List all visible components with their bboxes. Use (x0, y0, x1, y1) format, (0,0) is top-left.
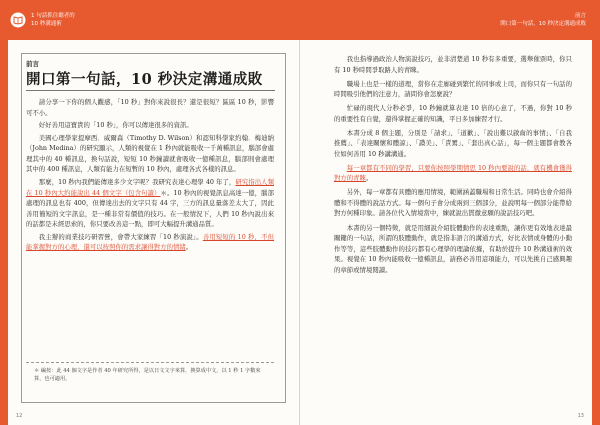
right-page (300, 40, 592, 425)
paragraph (334, 79, 572, 100)
body-text: 忙碌的現代人分秒必爭，10 秒鐘就算表達 10 倍的心意了，不過，你對 10 秒的重要性有自覺，還得掌握正確的知識，平日多加練習才行。 (334, 104, 572, 123)
body-text: 好好善用這寶貴的「10 秒」，你可以傳達很多的資訊。 (38, 121, 193, 130)
highlighted-text: 研究指出人類在 10 秒內大約能說出 44 個文字（包含句讀） (26, 178, 274, 197)
book-icon (10, 12, 26, 28)
chapter-title-header: 開口第一句話，10 秒決定溝通成敗 (500, 20, 586, 27)
body-text: 另外，每一章都有具體的應用情境，範圍涵蓋職場和日常生活。同時也會介紹得體和不得體的說話方式。每一個句子會分成兩到三個部分，並說明每一個部分能帶給對方何種印象。請各位代入情境當中，練就說出貫徹意願的說話技巧吧。 (334, 188, 572, 218)
top-banner (0, 0, 600, 40)
paragraph (26, 232, 274, 253)
title-divider (26, 90, 275, 91)
left-body-text (26, 97, 274, 255)
chapter-label: 前言 (574, 13, 586, 19)
running-header-right (500, 13, 586, 28)
footnote: ＊ 編按：此 44 個文字是作者 40 年研究所得，是以日文文字來算，換算成中文，以 1 秒 1 字數來算，也可適用。 (34, 368, 261, 382)
paragraph (26, 97, 274, 118)
page-number-left: 12 (16, 413, 23, 419)
body-text: 請分享一下你的個人觀感，「10 秒」對你來說很長？還是很短？區區 10 秒，影響可不小。 (26, 98, 274, 117)
book-title-line1: 1 句話抓住聽者的 (31, 13, 75, 19)
body-text: 。 (365, 174, 373, 183)
body-text: 。 (185, 243, 193, 252)
body-text: 職場上也是一樣的道理，當你在走廊碰到繁忙的同事或上司，而你只有一句話的時間吸引他們的注意力，請問你會怎麼說？ (334, 79, 572, 99)
paragraph (26, 120, 274, 131)
body-text: 我也指導過政治人物演說技巧，並非清楚道 10 秒有多重要，選舉催票時，你只有 10 秒時間爭取路人的青睞。 (334, 55, 572, 74)
body-text: 那麼，10 秒內我們能傳達多少文字呢？我研究表達心理學 40 年了， (38, 178, 236, 187)
paragraph (334, 103, 572, 124)
body-text: 美國心理學家提摩西．威爾森（Timothy D. Wilson）和認知科學家約翰．梅迪納（John Medina）的研究顯示，人類的視覺在 1 秒內就能吸收一千萬種訊息，腦部會處理其中的 40 種訊息，換句話說，短短 10 秒鐘讀就會吸收一億種訊息，腦部則會處理其中的 400 種訊息，人類有能力在短暫的 10 秒內，處理各式各樣的訊息。 (26, 133, 274, 174)
body-text: 我主辦的商業技巧研習營，會帶大家練習「10 秒演說」。 (38, 232, 203, 241)
paragraph (334, 223, 572, 276)
book-title-line2: 10 秒溝通術 (31, 20, 62, 27)
paragraph (334, 54, 572, 75)
running-header-left (31, 13, 75, 28)
left-page (8, 40, 299, 425)
paragraph (334, 187, 572, 219)
highlighted-text: 每一章都有不同的學習，只要你按照學期情思 10 秒內要說的話，就有機會獲得對方的青睞 (334, 163, 572, 183)
paragraph (26, 177, 274, 230)
page-number-right: 13 (577, 413, 584, 419)
footnote-divider (26, 362, 274, 363)
body-text: 本書分成 8 個主題，分別是「請求」、「道歉」、「說出難以啟齒的事情」、「自我推薦」、「表達關懷和體諒」、「讚美」、「責罵」、「套出真心話」，每一個主題都會教各位如何善用 10 秒講溝通。 (334, 128, 572, 158)
body-text: ＊。10 秒內的視覺訊息高達一億，腦部處理的訊息也有 400，但傳達出去的文字只有 44 字，三方的訊息量落差太大了，因此善用簡短的文字訊息，是一種非常有價值的技巧。在一般情況下，人們 10 秒內說出來的話都是未經思索的，你只要改善這一點，即可大幅提升溝通品質。 (26, 188, 274, 229)
section-label: 前言 (26, 60, 39, 68)
body-text: 本書的另一個特徵，就是用細說介紹肢體動作的表達重點，讓你更有效地表達最關鍵的一句話，所謂的肢體動作，就是指非語言的溝通方式，好比表情或身體的小動作等等，這些肢體動作的技巧都有心理學的理論依據，有助於提升 10 秒溝通術的效果。視覺在 10 秒內能吸收一億種訊息，請務必善用這項能力，可以先挑自己感興趣的章節或情境閱讀。 (334, 223, 572, 274)
paragraph (26, 133, 274, 175)
right-body-text (334, 54, 572, 279)
highlighted-text: 善用短短的 10 秒，不但能掌握對方的心理，還可以按照你的需求讓得對方的情緒 (26, 232, 274, 252)
page-title: 開口第一句話，10 秒決定溝通成敗 (26, 71, 263, 88)
paragraph (334, 163, 572, 184)
paragraph (334, 128, 572, 160)
